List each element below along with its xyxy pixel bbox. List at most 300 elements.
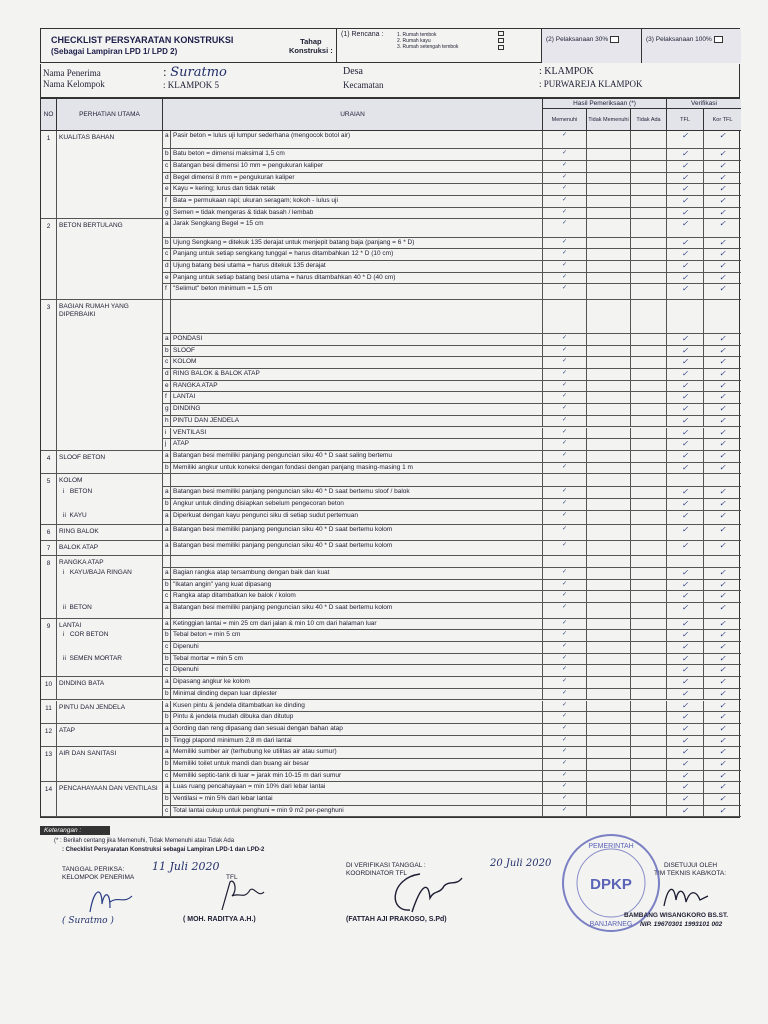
check-cell-ta[interactable] xyxy=(631,161,667,173)
check-cell-ta[interactable] xyxy=(631,747,667,759)
check-cell-kor[interactable]: ✓ xyxy=(704,451,741,463)
check-cell-tm[interactable] xyxy=(587,771,631,783)
check-cell-tfl[interactable]: ✓ xyxy=(667,346,704,358)
check-cell-memenuhi[interactable]: ✓ xyxy=(543,677,587,689)
check-cell-tfl[interactable]: ✓ xyxy=(667,404,704,416)
check-cell-tm[interactable] xyxy=(587,131,631,149)
check-cell-kor[interactable]: ✓ xyxy=(704,654,741,666)
check-cell-memenuhi[interactable]: ✓ xyxy=(543,580,587,592)
check-cell-kor[interactable]: ✓ xyxy=(704,665,741,677)
check-cell-kor[interactable]: ✓ xyxy=(704,525,741,541)
check-cell-kor[interactable]: ✓ xyxy=(704,701,741,713)
check-cell-tfl[interactable]: ✓ xyxy=(667,677,704,689)
check-cell-tfl[interactable] xyxy=(667,474,704,487)
check-cell-ta[interactable] xyxy=(631,149,667,161)
check-cell-kor[interactable]: ✓ xyxy=(704,747,741,759)
check-cell-tfl[interactable]: ✓ xyxy=(667,131,704,149)
check-cell-memenuhi[interactable]: ✓ xyxy=(543,238,587,250)
check-cell-kor[interactable]: ✓ xyxy=(704,603,741,619)
check-cell-kor[interactable]: ✓ xyxy=(704,284,741,300)
check-cell-ta[interactable] xyxy=(631,451,667,463)
col-kor-tfl: Kor TFL xyxy=(704,109,741,131)
item-text: Panjang untuk setiap sengkang tunggal = harus ditambahkan 12 * D (10 cm) xyxy=(171,249,543,261)
check-cell-kor[interactable]: ✓ xyxy=(704,580,741,592)
check-cell-tfl[interactable]: ✓ xyxy=(667,541,704,557)
check-cell-tm[interactable] xyxy=(587,487,631,499)
check-cell-memenuhi[interactable]: ✓ xyxy=(543,404,587,416)
check-cell-ta[interactable] xyxy=(631,238,667,250)
check-cell-tm[interactable] xyxy=(587,499,631,511)
check-cell-ta[interactable] xyxy=(631,642,667,654)
check-cell-memenuhi[interactable]: ✓ xyxy=(543,630,587,642)
check-cell-tm[interactable] xyxy=(587,173,631,185)
check-cell-tfl[interactable]: ✓ xyxy=(667,381,704,393)
check-cell-memenuhi[interactable]: ✓ xyxy=(543,439,587,451)
check-cell-tfl[interactable] xyxy=(667,556,704,568)
check-cell-memenuhi[interactable]: ✓ xyxy=(543,381,587,393)
check-cell-tfl[interactable]: ✓ xyxy=(667,630,704,642)
check-cell-ta[interactable] xyxy=(631,439,667,451)
check-cell-memenuhi[interactable]: ✓ xyxy=(543,261,587,273)
check-cell-tm[interactable] xyxy=(587,273,631,285)
check-cell-tfl[interactable]: ✓ xyxy=(667,724,704,736)
check-cell-tm[interactable] xyxy=(587,525,631,541)
item-text: DINDING xyxy=(171,404,543,416)
check-cell-kor[interactable]: ✓ xyxy=(704,346,741,358)
check-cell-ta[interactable] xyxy=(631,712,667,724)
check-cell-tfl[interactable]: ✓ xyxy=(667,416,704,428)
check-cell-kor[interactable]: ✓ xyxy=(704,357,741,369)
check-cell-memenuhi[interactable]: ✓ xyxy=(543,511,587,525)
item-letter: a xyxy=(163,724,171,736)
check-cell-tfl[interactable]: ✓ xyxy=(667,689,704,701)
item-text: PINTU DAN JENDELA xyxy=(171,416,543,428)
check-cell-tm[interactable] xyxy=(587,736,631,748)
check-cell-tfl[interactable]: ✓ xyxy=(667,184,704,196)
check-cell-ta[interactable] xyxy=(631,724,667,736)
item-letter: b xyxy=(163,580,171,592)
item-text xyxy=(171,474,543,487)
check-cell-memenuhi[interactable]: ✓ xyxy=(543,284,587,300)
check-cell-ta[interactable] xyxy=(631,665,667,677)
perhatian-utama: KOLOM xyxy=(57,474,163,525)
check-cell-memenuhi[interactable]: ✓ xyxy=(543,591,587,603)
check-cell-kor[interactable]: ✓ xyxy=(704,511,741,525)
check-cell-tfl[interactable]: ✓ xyxy=(667,196,704,208)
item-text: Dipasang angkur ke kolom xyxy=(171,677,543,689)
check-cell-kor[interactable]: ✓ xyxy=(704,806,741,818)
check-cell-tfl[interactable]: ✓ xyxy=(667,619,704,631)
check-cell-tfl[interactable]: ✓ xyxy=(667,392,704,404)
check-cell-tm[interactable] xyxy=(587,474,631,487)
check-cell-memenuhi[interactable] xyxy=(543,556,587,568)
check-cell-memenuhi[interactable]: ✓ xyxy=(543,689,587,701)
check-cell-tfl[interactable]: ✓ xyxy=(667,511,704,525)
check-cell-ta[interactable] xyxy=(631,173,667,185)
check-cell-memenuhi[interactable]: ✓ xyxy=(543,747,587,759)
check-cell-tfl[interactable]: ✓ xyxy=(667,149,704,161)
title-text: CHECKLIST PERSYARATAN KONSTRUKSI xyxy=(51,35,234,45)
check-cell-ta[interactable] xyxy=(631,334,667,346)
check-cell-tm[interactable] xyxy=(587,619,631,631)
check-cell-ta[interactable] xyxy=(631,689,667,701)
check-cell-tm[interactable] xyxy=(587,511,631,525)
check-cell-tfl[interactable]: ✓ xyxy=(667,334,704,346)
check-cell-tm[interactable] xyxy=(587,381,631,393)
check-cell-tm[interactable] xyxy=(587,642,631,654)
check-cell-tfl[interactable]: ✓ xyxy=(667,568,704,580)
check-cell-ta[interactable] xyxy=(631,487,667,499)
check-cell-kor[interactable]: ✓ xyxy=(704,416,741,428)
check-cell-tfl[interactable]: ✓ xyxy=(667,487,704,499)
check-cell-memenuhi[interactable]: ✓ xyxy=(543,369,587,381)
check-cell-tm[interactable] xyxy=(587,724,631,736)
check-cell-tfl[interactable]: ✓ xyxy=(667,794,704,806)
check-cell-tm[interactable] xyxy=(587,392,631,404)
check-cell-kor[interactable]: ✓ xyxy=(704,208,741,220)
check-cell-ta[interactable] xyxy=(631,556,667,568)
check-cell-tfl[interactable]: ✓ xyxy=(667,284,704,300)
check-cell-tm[interactable] xyxy=(587,208,631,220)
check-cell-ta[interactable] xyxy=(631,654,667,666)
check-cell-ta[interactable] xyxy=(631,369,667,381)
check-cell-tm[interactable] xyxy=(587,439,631,451)
check-cell-ta[interactable] xyxy=(631,701,667,713)
check-cell-tm[interactable] xyxy=(587,334,631,346)
check-cell-ta[interactable] xyxy=(631,196,667,208)
check-cell-memenuhi[interactable]: ✓ xyxy=(543,131,587,149)
check-cell-memenuhi[interactable]: ✓ xyxy=(543,712,587,724)
check-cell-tm[interactable] xyxy=(587,346,631,358)
check-cell-tm[interactable] xyxy=(587,630,631,642)
check-cell-tfl[interactable]: ✓ xyxy=(667,439,704,451)
check-cell-ta[interactable] xyxy=(631,428,667,440)
check-cell-kor[interactable]: ✓ xyxy=(704,219,741,237)
check-cell-kor[interactable]: ✓ xyxy=(704,131,741,149)
check-cell-memenuhi[interactable]: ✓ xyxy=(543,759,587,771)
check-cell-tm[interactable] xyxy=(587,556,631,568)
check-cell-ta[interactable] xyxy=(631,771,667,783)
check-cell-ta[interactable] xyxy=(631,568,667,580)
konstruksi-text: Konstruksi : xyxy=(289,46,333,55)
check-cell-ta[interactable] xyxy=(631,736,667,748)
check-cell-ta[interactable] xyxy=(631,381,667,393)
check-cell-tm[interactable] xyxy=(587,463,631,475)
check-cell-memenuhi[interactable]: ✓ xyxy=(543,724,587,736)
check-cell-memenuhi[interactable]: ✓ xyxy=(543,701,587,713)
check-cell-ta[interactable] xyxy=(631,357,667,369)
check-cell-tm[interactable] xyxy=(587,580,631,592)
check-cell-memenuhi[interactable]: ✓ xyxy=(543,525,587,541)
check-cell-tfl[interactable]: ✓ xyxy=(667,219,704,237)
check-cell-tfl[interactable]: ✓ xyxy=(667,771,704,783)
check-cell-kor[interactable]: ✓ xyxy=(704,689,741,701)
check-cell-tfl[interactable]: ✓ xyxy=(667,208,704,220)
check-cell-tfl[interactable]: ✓ xyxy=(667,782,704,794)
check-cell-kor[interactable]: ✓ xyxy=(704,724,741,736)
check-cell-ta[interactable] xyxy=(631,404,667,416)
check-cell-kor[interactable]: ✓ xyxy=(704,712,741,724)
check-cell-tfl[interactable]: ✓ xyxy=(667,591,704,603)
check-cell-memenuhi[interactable]: ✓ xyxy=(543,346,587,358)
check-cell-tm[interactable] xyxy=(587,300,631,334)
check-cell-tm[interactable] xyxy=(587,759,631,771)
check-cell-memenuhi[interactable]: ✓ xyxy=(543,499,587,511)
check-cell-kor[interactable]: ✓ xyxy=(704,184,741,196)
checkbox-setengah-tembok[interactable] xyxy=(498,45,504,50)
check-cell-tfl[interactable]: ✓ xyxy=(667,603,704,619)
check-cell-memenuhi[interactable]: ✓ xyxy=(543,782,587,794)
check-cell-tm[interactable] xyxy=(587,196,631,208)
item-letter: e xyxy=(163,184,171,196)
check-cell-memenuhi[interactable]: ✓ xyxy=(543,249,587,261)
item-text: Ujung Sengkang = ditekuk 135 derajat untuk menjepit batang baja (panjang = 6 * D) xyxy=(171,238,543,250)
check-cell-kor[interactable]: ✓ xyxy=(704,381,741,393)
check-cell-memenuhi[interactable]: ✓ xyxy=(543,173,587,185)
check-cell-tm[interactable] xyxy=(587,665,631,677)
check-cell-ta[interactable] xyxy=(631,759,667,771)
check-cell-memenuhi[interactable]: ✓ xyxy=(543,603,587,619)
check-cell-kor[interactable]: ✓ xyxy=(704,428,741,440)
check-cell-tm[interactable] xyxy=(587,428,631,440)
check-cell-kor[interactable]: ✓ xyxy=(704,273,741,285)
check-cell-kor[interactable]: ✓ xyxy=(704,261,741,273)
check-cell-tm[interactable] xyxy=(587,591,631,603)
check-cell-memenuhi[interactable]: ✓ xyxy=(543,665,587,677)
checkbox-rumah-kayu[interactable] xyxy=(498,38,504,43)
perhatian-utama: RING BALOK xyxy=(57,525,163,541)
check-cell-tm[interactable] xyxy=(587,284,631,300)
check-cell-tfl[interactable]: ✓ xyxy=(667,499,704,511)
check-cell-tm[interactable] xyxy=(587,747,631,759)
check-cell-memenuhi[interactable] xyxy=(543,474,587,487)
check-cell-kor[interactable]: ✓ xyxy=(704,404,741,416)
check-cell-tfl[interactable]: ✓ xyxy=(667,747,704,759)
check-cell-kor[interactable]: ✓ xyxy=(704,541,741,557)
check-cell-ta[interactable] xyxy=(631,580,667,592)
check-cell-ta[interactable] xyxy=(631,219,667,237)
check-cell-memenuhi[interactable]: ✓ xyxy=(543,184,587,196)
check-cell-ta[interactable] xyxy=(631,300,667,334)
check-cell-kor[interactable]: ✓ xyxy=(704,392,741,404)
check-cell-tm[interactable] xyxy=(587,689,631,701)
check-cell-tfl[interactable]: ✓ xyxy=(667,357,704,369)
check-cell-tfl[interactable]: ✓ xyxy=(667,238,704,250)
check-cell-memenuhi[interactable]: ✓ xyxy=(543,541,587,557)
check-cell-kor[interactable]: ✓ xyxy=(704,794,741,806)
check-cell-tfl[interactable]: ✓ xyxy=(667,525,704,541)
check-cell-ta[interactable] xyxy=(631,591,667,603)
check-cell-tm[interactable] xyxy=(587,451,631,463)
check-cell-tm[interactable] xyxy=(587,541,631,557)
check-cell-tm[interactable] xyxy=(587,654,631,666)
check-cell-memenuhi[interactable]: ✓ xyxy=(543,219,587,237)
checkbox-rumah-tembok[interactable] xyxy=(498,31,504,36)
check-cell-ta[interactable] xyxy=(631,619,667,631)
check-cell-tfl[interactable]: ✓ xyxy=(667,451,704,463)
check-cell-memenuhi[interactable]: ✓ xyxy=(543,161,587,173)
check-cell-tfl[interactable]: ✓ xyxy=(667,712,704,724)
table-row xyxy=(41,416,741,428)
check-cell-tm[interactable] xyxy=(587,701,631,713)
check-cell-kor[interactable]: ✓ xyxy=(704,149,741,161)
check-cell-kor[interactable]: ✓ xyxy=(704,196,741,208)
check-cell-memenuhi[interactable]: ✓ xyxy=(543,149,587,161)
nama-penerima-value: Suratmo xyxy=(170,65,227,80)
check-cell-kor[interactable]: ✓ xyxy=(704,677,741,689)
check-cell-tfl[interactable] xyxy=(667,300,704,334)
check-cell-ta[interactable] xyxy=(631,208,667,220)
check-cell-ta[interactable] xyxy=(631,273,667,285)
check-cell-tm[interactable] xyxy=(587,782,631,794)
check-cell-kor[interactable]: ✓ xyxy=(704,736,741,748)
check-cell-tm[interactable] xyxy=(587,416,631,428)
check-cell-memenuhi[interactable]: ✓ xyxy=(543,392,587,404)
check-cell-memenuhi[interactable]: ✓ xyxy=(543,654,587,666)
note-1: (* : Berilah centang jika Memenuhi, Tidak Memenuhi atau Tidak Ada xyxy=(54,838,235,844)
check-cell-memenuhi[interactable]: ✓ xyxy=(543,463,587,475)
tfl-label: TFL xyxy=(226,874,238,881)
check-cell-tm[interactable] xyxy=(587,603,631,619)
check-cell-tfl[interactable]: ✓ xyxy=(667,173,704,185)
check-cell-ta[interactable] xyxy=(631,794,667,806)
check-cell-memenuhi[interactable]: ✓ xyxy=(543,736,587,748)
check-cell-kor[interactable]: ✓ xyxy=(704,334,741,346)
check-cell-memenuhi[interactable]: ✓ xyxy=(543,487,587,499)
check-cell-kor[interactable] xyxy=(704,474,741,487)
check-cell-ta[interactable] xyxy=(631,284,667,300)
check-cell-tm[interactable] xyxy=(587,149,631,161)
check-cell-memenuhi[interactable]: ✓ xyxy=(543,568,587,580)
check-cell-kor[interactable]: ✓ xyxy=(704,619,741,631)
table-row xyxy=(41,300,741,334)
check-cell-tfl[interactable]: ✓ xyxy=(667,642,704,654)
checkbox-p30[interactable] xyxy=(610,36,619,43)
check-cell-kor[interactable]: ✓ xyxy=(704,630,741,642)
check-cell-tm[interactable] xyxy=(587,357,631,369)
check-cell-tfl[interactable]: ✓ xyxy=(667,428,704,440)
check-cell-tm[interactable] xyxy=(587,794,631,806)
check-cell-kor[interactable]: ✓ xyxy=(704,161,741,173)
check-cell-tfl[interactable]: ✓ xyxy=(667,654,704,666)
check-cell-memenuhi[interactable]: ✓ xyxy=(543,451,587,463)
check-cell-ta[interactable] xyxy=(631,131,667,149)
check-cell-tm[interactable] xyxy=(587,161,631,173)
check-cell-ta[interactable] xyxy=(631,416,667,428)
check-cell-tfl[interactable]: ✓ xyxy=(667,701,704,713)
check-cell-tm[interactable] xyxy=(587,404,631,416)
check-cell-memenuhi[interactable]: ✓ xyxy=(543,619,587,631)
check-cell-tm[interactable] xyxy=(587,261,631,273)
check-cell-kor[interactable]: ✓ xyxy=(704,238,741,250)
check-cell-tfl[interactable]: ✓ xyxy=(667,736,704,748)
check-cell-ta[interactable] xyxy=(631,541,667,557)
check-cell-tm[interactable] xyxy=(587,249,631,261)
check-cell-tfl[interactable]: ✓ xyxy=(667,261,704,273)
check-cell-kor[interactable]: ✓ xyxy=(704,463,741,475)
check-cell-kor[interactable]: ✓ xyxy=(704,249,741,261)
check-cell-tfl[interactable]: ✓ xyxy=(667,161,704,173)
check-cell-tfl[interactable]: ✓ xyxy=(667,369,704,381)
check-cell-tm[interactable] xyxy=(587,219,631,237)
check-cell-kor[interactable]: ✓ xyxy=(704,439,741,451)
check-cell-ta[interactable] xyxy=(631,184,667,196)
row-number: 7 xyxy=(41,541,57,557)
check-cell-kor[interactable]: ✓ xyxy=(704,499,741,511)
check-cell-memenuhi[interactable]: ✓ xyxy=(543,273,587,285)
check-cell-ta[interactable] xyxy=(631,346,667,358)
check-cell-kor[interactable]: ✓ xyxy=(704,591,741,603)
sub-item-label: ii SEMEN MORTAR xyxy=(63,654,122,662)
check-cell-ta[interactable] xyxy=(631,511,667,525)
check-cell-kor[interactable]: ✓ xyxy=(704,568,741,580)
check-cell-memenuhi[interactable]: ✓ xyxy=(543,416,587,428)
table-row xyxy=(41,238,741,250)
item-text: Batangan besi memiliki panjang penguncian siku 40 * D saat bertemu kolom xyxy=(171,525,543,541)
check-cell-tfl[interactable]: ✓ xyxy=(667,806,704,818)
check-cell-tm[interactable] xyxy=(587,806,631,818)
check-cell-tfl[interactable]: ✓ xyxy=(667,665,704,677)
check-cell-memenuhi[interactable]: ✓ xyxy=(543,794,587,806)
check-cell-kor[interactable]: ✓ xyxy=(704,487,741,499)
check-cell-ta[interactable] xyxy=(631,677,667,689)
check-cell-ta[interactable] xyxy=(631,474,667,487)
check-cell-ta[interactable] xyxy=(631,806,667,818)
check-cell-tm[interactable] xyxy=(587,677,631,689)
item-text xyxy=(171,300,543,334)
check-cell-ta[interactable] xyxy=(631,630,667,642)
check-cell-memenuhi[interactable]: ✓ xyxy=(543,334,587,346)
check-cell-ta[interactable] xyxy=(631,392,667,404)
check-cell-ta[interactable] xyxy=(631,782,667,794)
check-cell-tfl[interactable]: ✓ xyxy=(667,249,704,261)
check-cell-ta[interactable] xyxy=(631,463,667,475)
check-cell-memenuhi[interactable]: ✓ xyxy=(543,196,587,208)
check-cell-memenuhi[interactable]: ✓ xyxy=(543,642,587,654)
checkbox-p100[interactable] xyxy=(714,36,723,43)
check-cell-tm[interactable] xyxy=(587,369,631,381)
check-cell-kor[interactable] xyxy=(704,300,741,334)
check-cell-tfl[interactable]: ✓ xyxy=(667,273,704,285)
check-cell-kor[interactable]: ✓ xyxy=(704,771,741,783)
check-cell-tm[interactable] xyxy=(587,184,631,196)
check-cell-ta[interactable] xyxy=(631,499,667,511)
check-cell-tm[interactable] xyxy=(587,712,631,724)
check-cell-ta[interactable] xyxy=(631,249,667,261)
check-cell-ta[interactable] xyxy=(631,603,667,619)
check-cell-memenuhi[interactable] xyxy=(543,300,587,334)
check-cell-tfl[interactable]: ✓ xyxy=(667,580,704,592)
check-cell-memenuhi[interactable]: ✓ xyxy=(543,806,587,818)
check-cell-ta[interactable] xyxy=(631,525,667,541)
check-cell-kor[interactable]: ✓ xyxy=(704,642,741,654)
check-cell-tfl[interactable]: ✓ xyxy=(667,463,704,475)
check-cell-kor[interactable]: ✓ xyxy=(704,173,741,185)
check-cell-memenuhi[interactable]: ✓ xyxy=(543,357,587,369)
check-cell-tm[interactable] xyxy=(587,238,631,250)
row-number: 11 xyxy=(41,701,57,724)
check-cell-kor[interactable]: ✓ xyxy=(704,782,741,794)
check-cell-memenuhi[interactable]: ✓ xyxy=(543,428,587,440)
check-cell-kor[interactable]: ✓ xyxy=(704,369,741,381)
check-cell-kor[interactable] xyxy=(704,556,741,568)
check-cell-tm[interactable] xyxy=(587,568,631,580)
check-cell-ta[interactable] xyxy=(631,261,667,273)
check-cell-tfl[interactable]: ✓ xyxy=(667,759,704,771)
check-cell-kor[interactable]: ✓ xyxy=(704,759,741,771)
check-cell-memenuhi[interactable]: ✓ xyxy=(543,208,587,220)
check-cell-memenuhi[interactable]: ✓ xyxy=(543,771,587,783)
